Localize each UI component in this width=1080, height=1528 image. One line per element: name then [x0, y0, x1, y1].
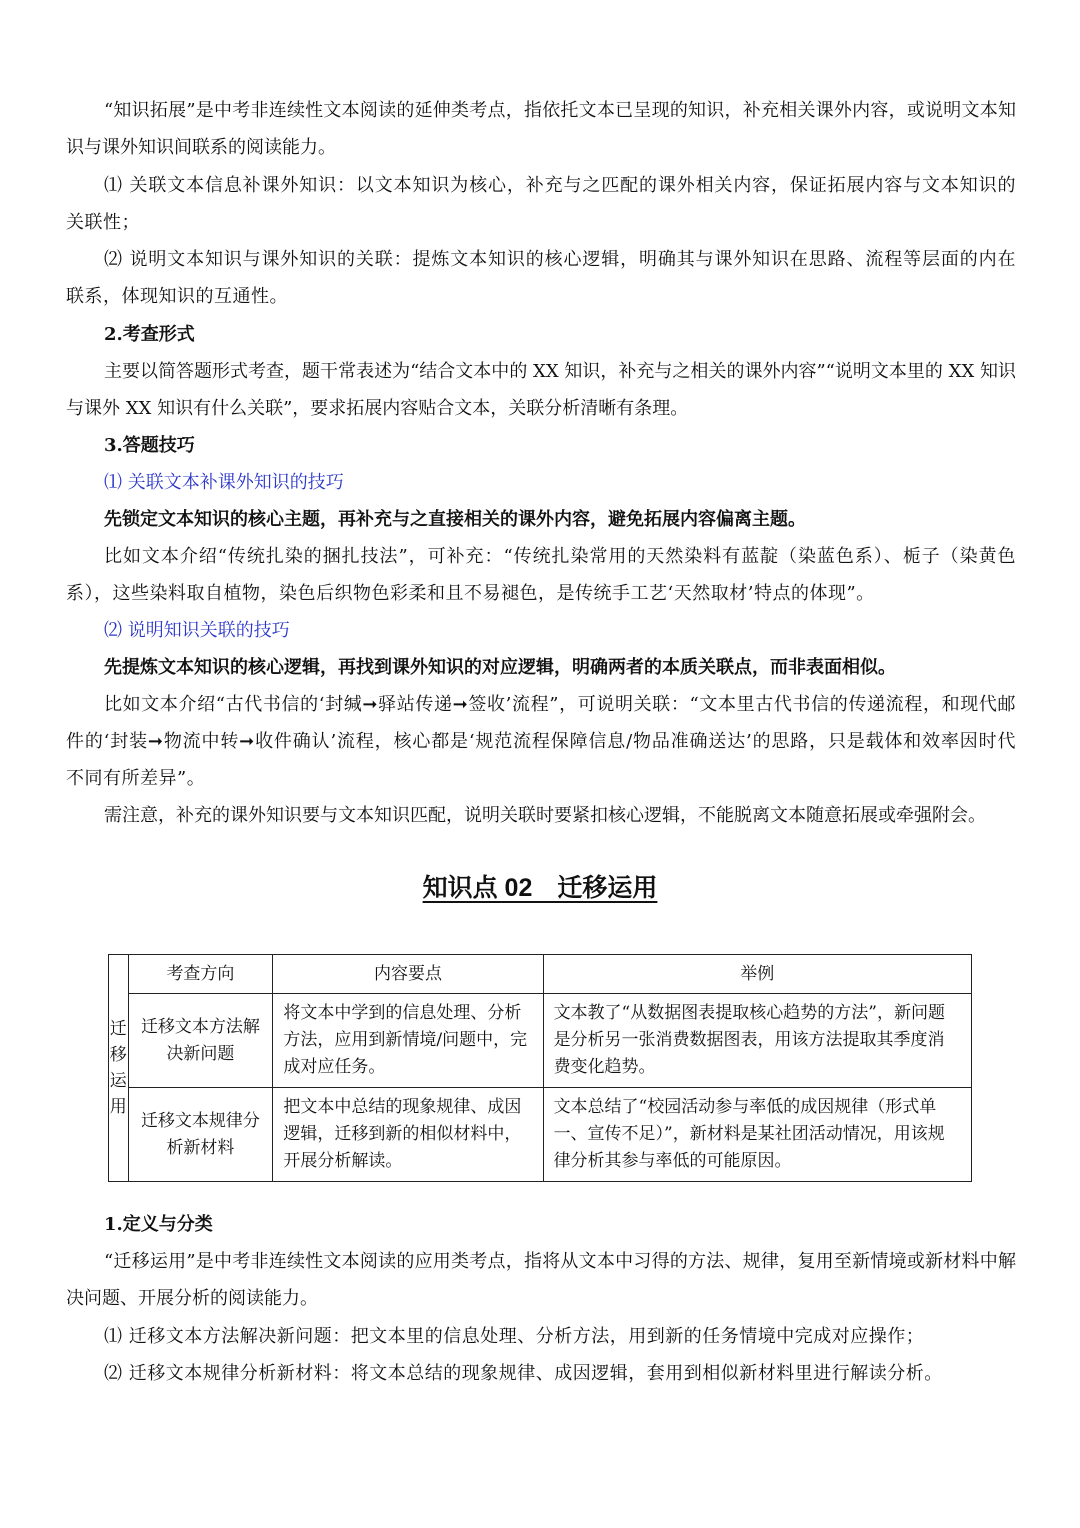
definition-text: “迁移运用”是中考非连续性文本阅读的应用类考点，指将从文本中习得的方法、规律，复用至新情境或新材料中解决问题、开展分析的阅读能力。	[66, 1251, 1016, 1309]
section-title: 知识点 02 迁移运用	[422, 874, 658, 902]
row-1-example: 文本教了“从数据图表提取核心趋势的方法”，新问题是分析另一张消费数据图表，用该方法提取其季度消费变化趋势。	[543, 994, 971, 1088]
table-header-row	[109, 955, 972, 994]
attention-note: 需注意，补充的课外知识要与文本知识匹配，说明关联时要紧扣核心逻辑，不能脱离文本随意拓展或牵强附会。	[104, 805, 986, 826]
exam-form-text: 主要以简答题形式考查，题干常表述为“结合文本中的 XX 知识，补充与之相关的课外内容”“说明文本里的 XX 知识与课外 XX 知识有什么关联”，要求拓展内容贴合文本，关联分析清晰有条理。	[66, 361, 1016, 419]
table-row	[109, 994, 972, 1088]
tip-2-title: ⑵ 说明知识关联的技巧	[104, 620, 290, 641]
row-2-direction: 迁移文本规律分析新材料	[128, 1088, 273, 1182]
exam-form-heading: 2.考查形式	[104, 324, 195, 345]
definition-heading: 1.定义与分类	[104, 1214, 213, 1235]
tip-2-rule: 先提炼文本知识的核心逻辑，再找到课外知识的对应逻辑，明确两者的本质关联点，而非表面相似。	[104, 657, 896, 678]
knowledge-extension-intro: “知识拓展”是中考非连续性文本阅读的延伸类考点，指依托文本已呈现的知识，补充相关课外内容，或说明文本知识与课外知识间联系的阅读能力。	[66, 100, 1016, 158]
header-example: 举例	[543, 955, 971, 994]
transfer-item-1: ⑴ 迁移文本方法解决新问题：把文本里的信息处理、分析方法，用到新的任务情境中完成对应操作；	[104, 1326, 925, 1347]
tip-1-rule: 先锁定文本知识的核心主题，再补充与之直接相关的课外内容，避免拓展内容偏离主题。	[104, 509, 806, 530]
extension-item-2: ⑵ 说明文本知识与课外知识的关联：提炼文本知识的核心逻辑，明确其与课外知识在思路、流程等层面的内在联系，体现知识的互通性。	[66, 249, 1016, 307]
tip-2-example: 比如文本介绍“古代书信的‘封缄➞驿站传递➞签收’流程”，可说明关联：“文本里古代书信的传递流程，和现代邮件的‘封装➞物流中转➞收件确认’流程，核心都是‘规范流程保障信息/物品准确送达’的思路，只是载体和效率因时代不同有所差异”。	[66, 694, 1016, 789]
row-2-example: 文本总结了“校园活动参与率低的成因规律（形式单一、宣传不足）”，新材料是某社团活动情况，用该规律分析其参与率低的可能原因。	[543, 1088, 971, 1182]
tip-1-title: ⑴ 关联文本补课外知识的技巧	[104, 472, 344, 493]
row-1-direction: 迁移文本方法解决新问题	[128, 994, 273, 1088]
answer-tips-heading: 3.答题技巧	[104, 435, 195, 456]
side-label-text: 迁移运用	[109, 1019, 127, 1117]
extension-item-1: ⑴ 关联文本信息补课外知识：以文本知识为核心，补充与之匹配的课外相关内容，保证拓展内容与文本知识的关联性；	[66, 175, 1016, 233]
header-direction: 考查方向	[128, 955, 273, 994]
table-row	[109, 1088, 972, 1182]
header-points: 内容要点	[273, 955, 543, 994]
tip-1-example: 比如文本介绍“传统扎染的捆扎技法”，可补充：“传统扎染常用的天然染料有蓝靛（染蓝色系）、栀子（染黄色系），这些染料取自植物，染色后织物色彩柔和且不易褪色，是传统手工艺‘天然取材’特点的体现”。	[66, 546, 1016, 604]
transfer-item-2: ⑵ 迁移文本规律分析新材料：将文本总结的现象规律、成因逻辑，套用到相似新材料里进行解读分析。	[104, 1363, 943, 1384]
table-side-label	[109, 955, 129, 1182]
transfer-application-table	[108, 954, 972, 1182]
row-2-points: 把文本中总结的现象规律、成因逻辑，迁移到新的相似材料中，开展分析解读。	[273, 1088, 543, 1182]
row-1-points: 将文本中学到的信息处理、分析方法，应用到新情境/问题中，完成对应任务。	[273, 994, 543, 1088]
